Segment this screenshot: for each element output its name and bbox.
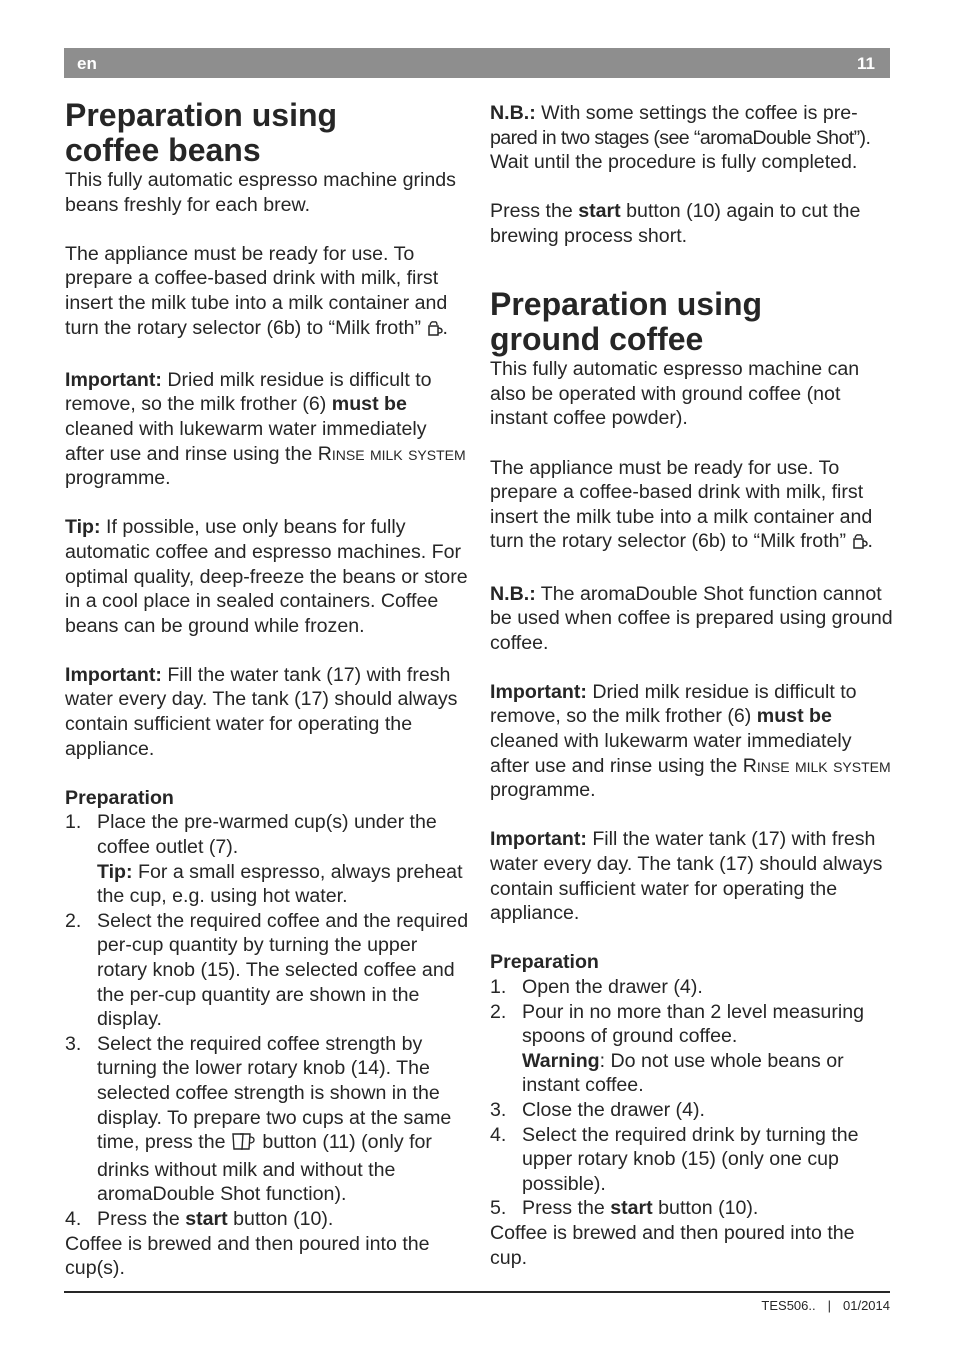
- closing-paragraph: Coffee is brewed and then poured into the cup.: [490, 1221, 855, 1269]
- page-header-bar: [64, 48, 890, 78]
- intro-paragraph: This fully automatic espresso machine grinds beans freshly for each brew.: [65, 169, 456, 216]
- preparation-heading: Preparation: [490, 951, 599, 974]
- list-item: 4. Select the required drink by turning the upper rotary knob (15) (only one cup possible).: [490, 1123, 859, 1195]
- section-title-coffee-beans: Preparation using coffee beans: [65, 97, 338, 168]
- milk-froth-icon: [427, 319, 443, 344]
- preparation-heading: Preparation: [65, 786, 174, 809]
- important-milk-note: Important: Dried milk residue is difficult to remove, so the milk frother (6) must be cleaned with lukewarm water immediately after use and rinse using the Rinse milk system programme.: [490, 680, 891, 802]
- list-item: 3. Close the drawer (4).: [490, 1098, 705, 1121]
- list-item: 4. Press the start button (10).: [65, 1207, 334, 1230]
- page-number: 11: [857, 54, 875, 73]
- list-item: 5. Press the start button (10).: [490, 1197, 759, 1220]
- footer-rule: [64, 1291, 890, 1293]
- section-title-ground-coffee: Preparation using ground coffee: [490, 286, 763, 358]
- list-item: 2. Select the required coffee and the required per-cup quantity by turning the upper rotary knob (15). The selected coffee and the per-cup quantity are shown in the display.: [65, 909, 469, 1031]
- important-water-note: Important: Fill the water tank (17) with fresh water every day. The tank (17) should always contain sufficient water for operating the appliance.: [490, 828, 883, 925]
- language-label: en: [77, 54, 97, 73]
- tip-paragraph: Tip: If possible, use only beans for fully automatic coffee and espresso machines. For optimal quality, deep-freeze the beans or store in a cool place in sealed containers. Coffee beans can be ground while frozen.: [65, 516, 468, 637]
- right-column: [490, 101, 895, 1270]
- nb-double-shot: N.B.: The aromaDouble Shot function cannot be used when coffee is prepared using ground coffee.: [490, 582, 893, 654]
- ready-paragraph: The appliance must be ready for use. To prepare a coffee-based drink with milk, first insert the milk tube into a milk container and turn the rotary selector (6b) to “Milk froth” .: [490, 456, 895, 557]
- left-column: [65, 98, 470, 1281]
- important-water-note: Important: Fill the water tank (17) with fresh water every day. The tank (17) should always contain sufficient water for operating the appliance.: [65, 663, 458, 760]
- milk-froth-icon: [852, 532, 868, 557]
- press-start-paragraph: Press the start button (10) again to cut the brewing process short.: [490, 200, 861, 247]
- footer: [761, 1298, 890, 1313]
- list-item: 3. Select the required coffee strength by turning the lower rotary knob (14). The selected coffee strength is shown in the display. To prepare two cups at the same time, press the button (11) (only for drinks without milk and without the aromaDouble Shot function).: [65, 1032, 452, 1206]
- list-item: 2. Pour in no more than 2 level measuring spoons of ground coffee. Warning: Do not use whole beans or instant coffee.: [490, 1000, 864, 1097]
- model-number: TES506..: [761, 1298, 816, 1313]
- edition-date: 01/2014: [843, 1298, 890, 1313]
- nb-two-stages: N.B.: With some settings the coffee is pre- pared in two stages (see “aromaDouble Shot”). Wait until the procedure is fully completed.: [490, 102, 871, 174]
- preparation-steps: [65, 810, 470, 1231]
- preparation-steps: [490, 975, 895, 1221]
- important-milk-note: Important: Dried milk residue is difficult to remove, so the milk frother (6) must be cleaned with lukewarm water immediately after use and rinse using the Rinse milk system programme.: [65, 368, 466, 490]
- intro-paragraph: This fully automatic espresso machine can also be operated with ground coffee (not instant coffee powder).: [490, 358, 860, 430]
- ready-paragraph: The appliance must be ready for use. To prepare a coffee-based drink with milk, first insert the milk tube into a milk container and turn the rotary selector (6b) to “Milk froth” .: [65, 242, 470, 343]
- list-item: 1. Place the pre-warmed cup(s) under the coffee outlet (7). Tip: For a small espresso, always preheat the cup, e.g. using hot water.: [65, 811, 463, 908]
- footer-separator: |: [827, 1298, 831, 1313]
- closing-paragraph: Coffee is brewed and then poured into the cup(s).: [65, 1232, 430, 1280]
- list-item: 1. Open the drawer (4).: [490, 976, 703, 998]
- double-cup-icon: [231, 1131, 257, 1158]
